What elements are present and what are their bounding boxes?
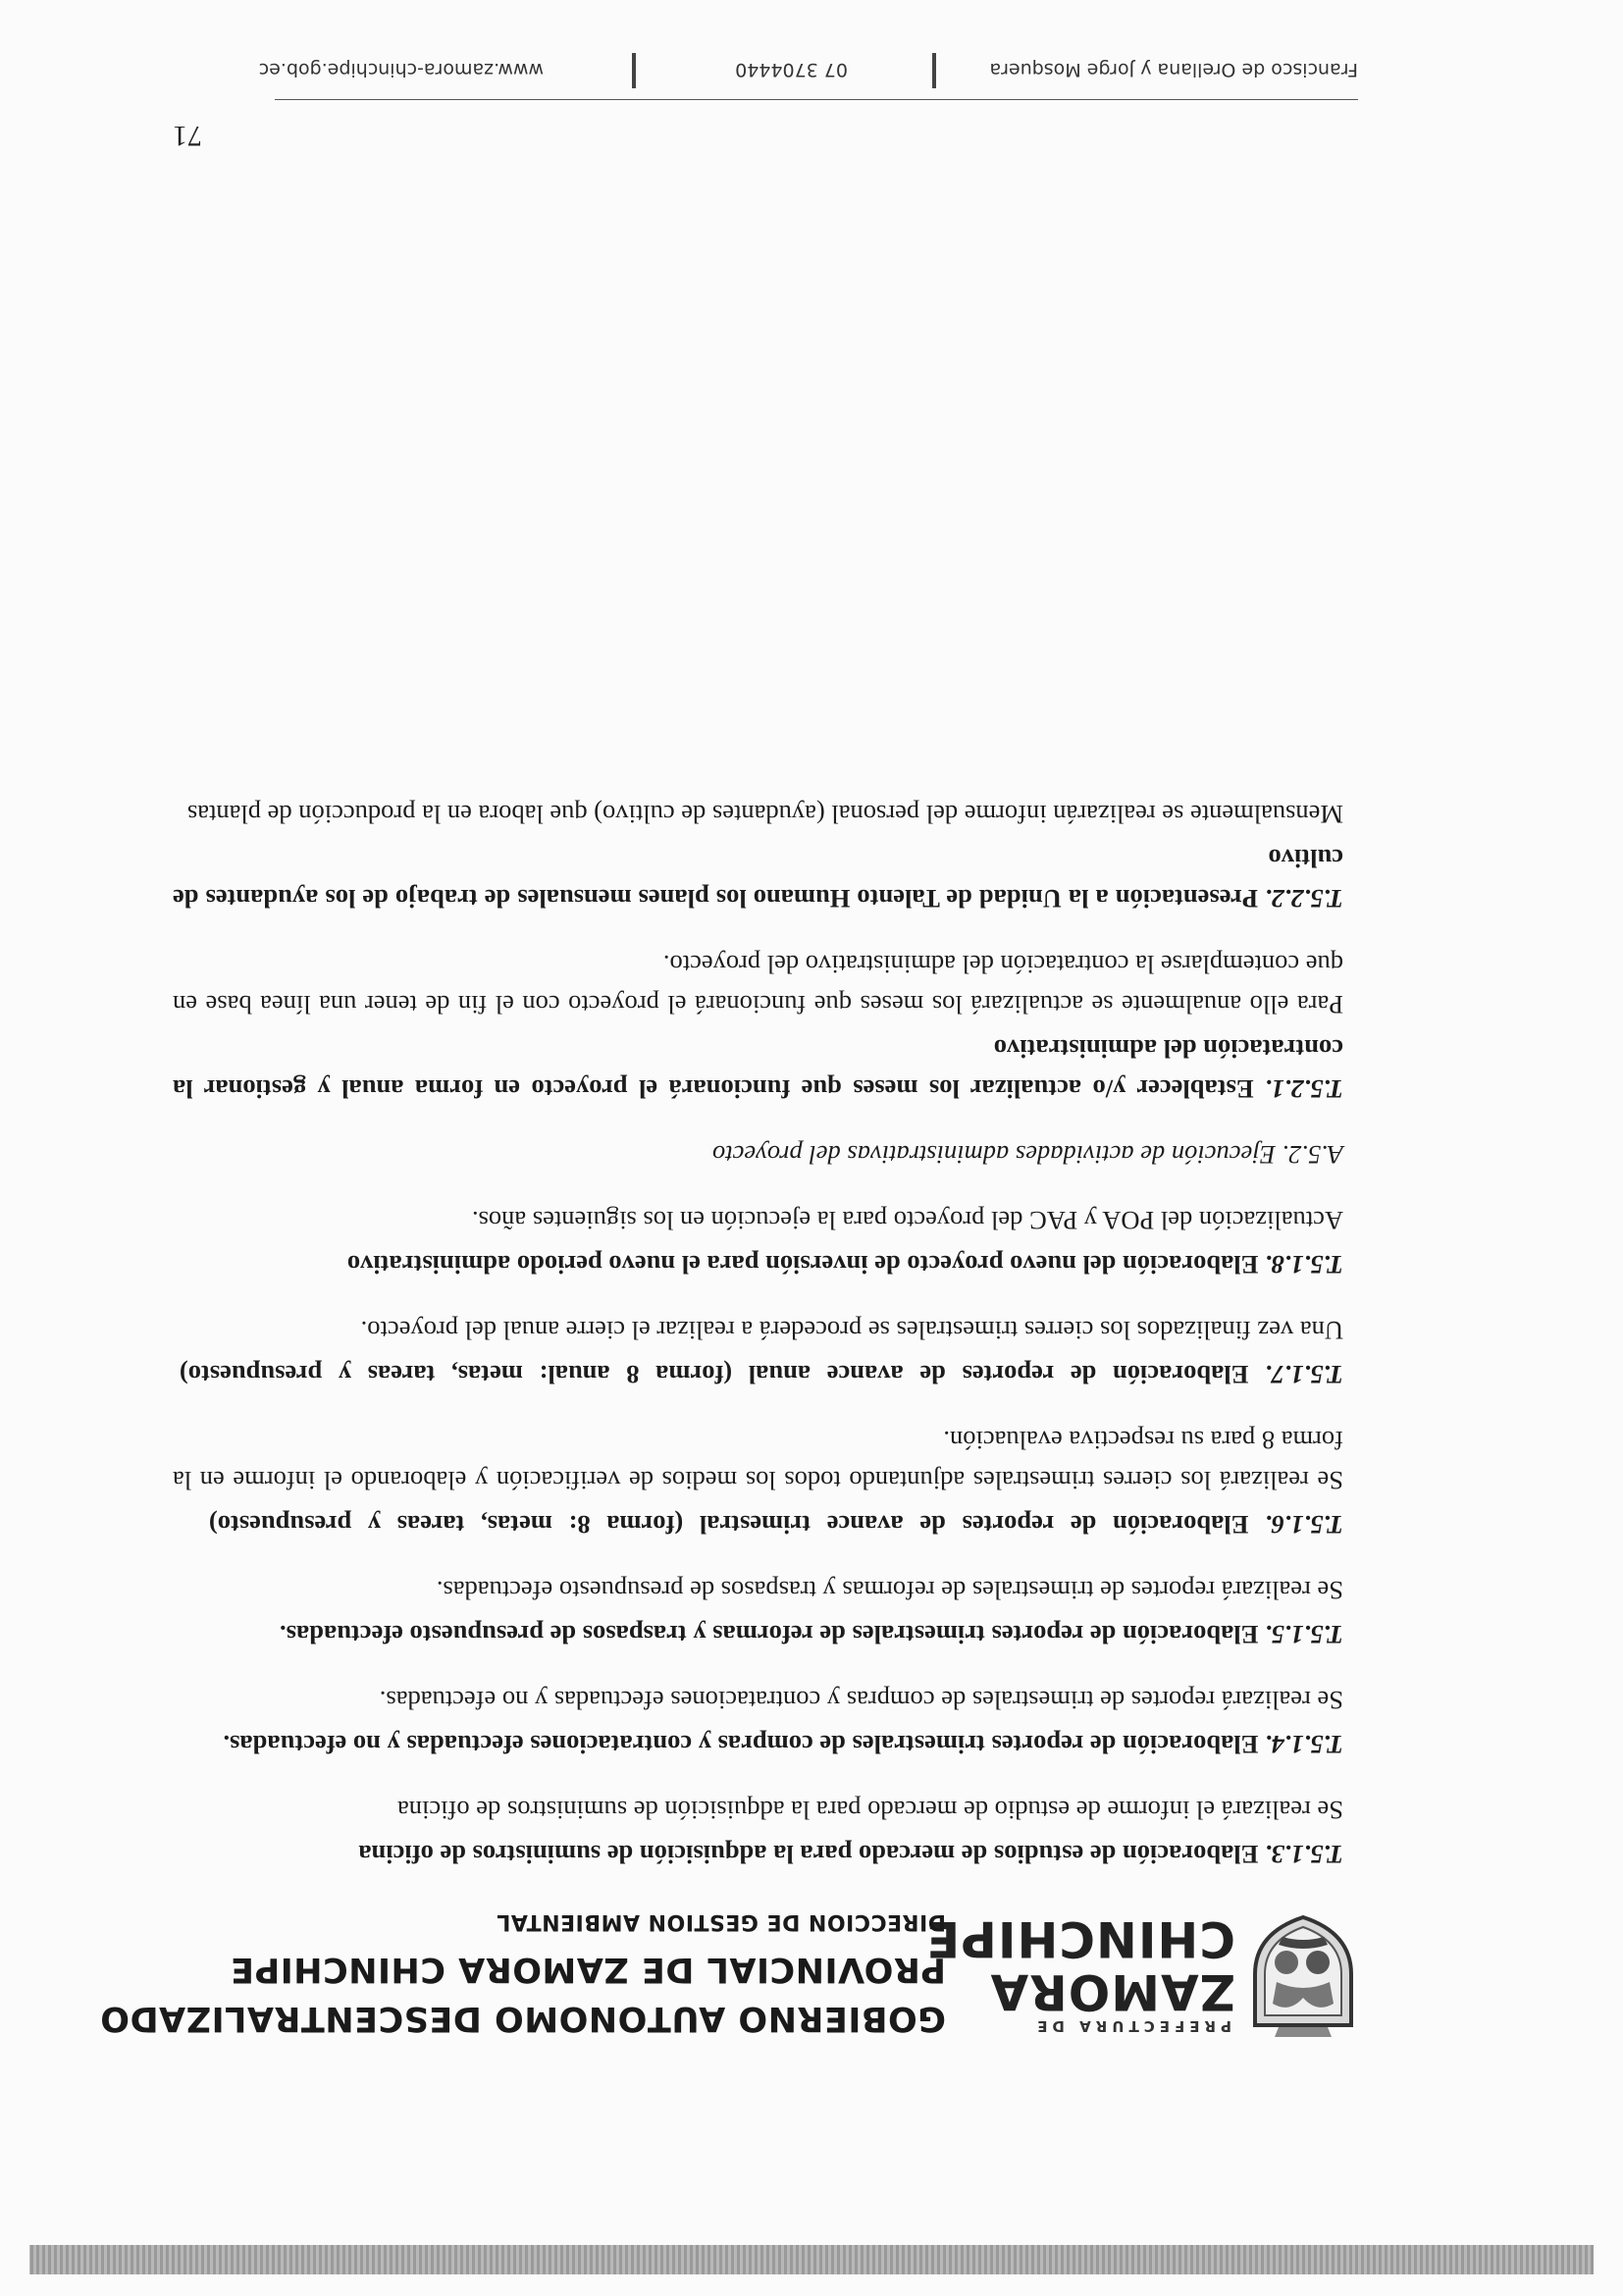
prefecture-logo [925, 1905, 1361, 2043]
institution-header [99, 1904, 946, 2043]
section-paragraph: Se realizará el informe de estudio de mercado para la adquisición de suministros de oficina [397, 1796, 1343, 1825]
section-paragraph: Se realizará reportes de trimestrales de compras y contrataciones efectuadas y no efectuadas. [379, 1686, 1343, 1715]
activity-code: A.5.2. [1282, 1140, 1343, 1170]
section-code: T.5.2.2. [1264, 884, 1343, 913]
logo-prefix-text: PREFECTURA DE [1032, 2017, 1231, 2035]
scan-edge-bar [29, 2245, 1594, 2274]
section-heading [173, 1244, 1343, 1284]
section-paragraph: Se realizará reportes de trimestrales de reformas y traspasos de presupuesto efectuadas. [436, 1576, 1343, 1605]
section-title: Elaboración de reportes trimestrales de reformas y traspasos de presupuesto efectuadas. [280, 1620, 1259, 1649]
section-title: Establecer y/o actualizar los meses que funcionará el proyecto en forma anual y gestionar la contratación del administrativo [173, 1034, 1343, 1104]
section-paragraph: Mensualmente se realizarán informe del personal (ayudantes de cultivo) que labora en la producción de plantas [186, 800, 1343, 829]
page-footer [258, 49, 1358, 88]
section-code: T.5.2.1. [1264, 1074, 1343, 1104]
section-heading [173, 1028, 1343, 1109]
provincial-coat-of-arms-icon [1245, 1913, 1361, 2043]
activity-title: Ejecución de actividades administrativas del proyecto [712, 1140, 1276, 1170]
section-code: T.5.1.8. [1264, 1250, 1343, 1279]
section-heading [173, 1724, 1343, 1764]
document-body [173, 768, 1343, 1874]
section-heading [173, 838, 1343, 918]
page-number: 71 [173, 120, 202, 152]
section-title: Presentación a la Unidad de Talento Humano los planes mensuales de trabajo de los ayudantes de cultivo [173, 844, 1343, 913]
section-code: T.5.1.5. [1264, 1620, 1343, 1649]
section-paragraph: Se realizará los cierres trimestrales adjuntando todos los medios de verificación y elaborando el informe en la forma 8 para su respectiva evaluación. [173, 1426, 1343, 1495]
logo-name-line1: ZAMORA [989, 1963, 1235, 2020]
footer-address: Francisco de Orellana y Jorge Mosquera [989, 59, 1358, 80]
footer-separator [632, 53, 636, 88]
section-code: T.5.1.7. [1264, 1360, 1343, 1389]
department-name: DIRECCION DE GESTION AMBIENTAL [496, 1909, 946, 1934]
section-paragraph: Actualización del POA y PAC del proyecto para la ejecución en los siguientes años. [471, 1206, 1343, 1235]
section-title: Elaboración de reportes de avance trimestral (forma 8: metas, tareas y presupuesto) [208, 1510, 1249, 1539]
section-code: T.5.1.6. [1264, 1510, 1343, 1539]
institution-name-line2: PROVINCIAL DE ZAMORA CHINCHIPE [230, 1950, 946, 1989]
footer-phone: 07 3704440 [735, 59, 848, 80]
section-title: Elaboración de estudios de mercado para la adquisición de suministros de oficina [358, 1840, 1259, 1869]
section-title: Elaboración de reportes trimestrales de compras y contrataciones efectuadas y no efectuadas. [223, 1730, 1259, 1759]
footer-divider [275, 99, 1358, 100]
section-code: T.5.1.3. [1264, 1840, 1343, 1869]
section-heading [173, 1354, 1343, 1394]
section-paragraph: Para ello anualmente se actualizará los meses que funcionará el proyecto con el fin de tener una línea base en que contemplarse la contratación del administrativo del proyecto. [173, 950, 1343, 1019]
activity-heading [173, 1134, 1343, 1174]
section-heading [173, 1834, 1343, 1874]
institution-name-line1: GOBIERNO AUTONOMO DESCENTRALIZADO [99, 1999, 946, 2038]
footer-separator [932, 53, 936, 88]
section-title: Elaboración de reportes de avance anual (forma 8 anual: metas, tareas y presupuesto) [179, 1360, 1249, 1389]
section-title: Elaboración del nuevo proyecto de inversión para el nuevo periodo administrativo [346, 1250, 1259, 1279]
section-heading [173, 1504, 1343, 1544]
section-heading [173, 1614, 1343, 1654]
section-code: T.5.1.4. [1264, 1730, 1343, 1759]
footer-website: www.zamora-chinchipe.gob.ec [258, 59, 544, 80]
section-paragraph: Una vez finalizados los cierres trimestrales se procederá a realizar el cierre anual del proyecto. [360, 1316, 1343, 1345]
logo-name-line2: CHINCHIPE [925, 1910, 1235, 1967]
